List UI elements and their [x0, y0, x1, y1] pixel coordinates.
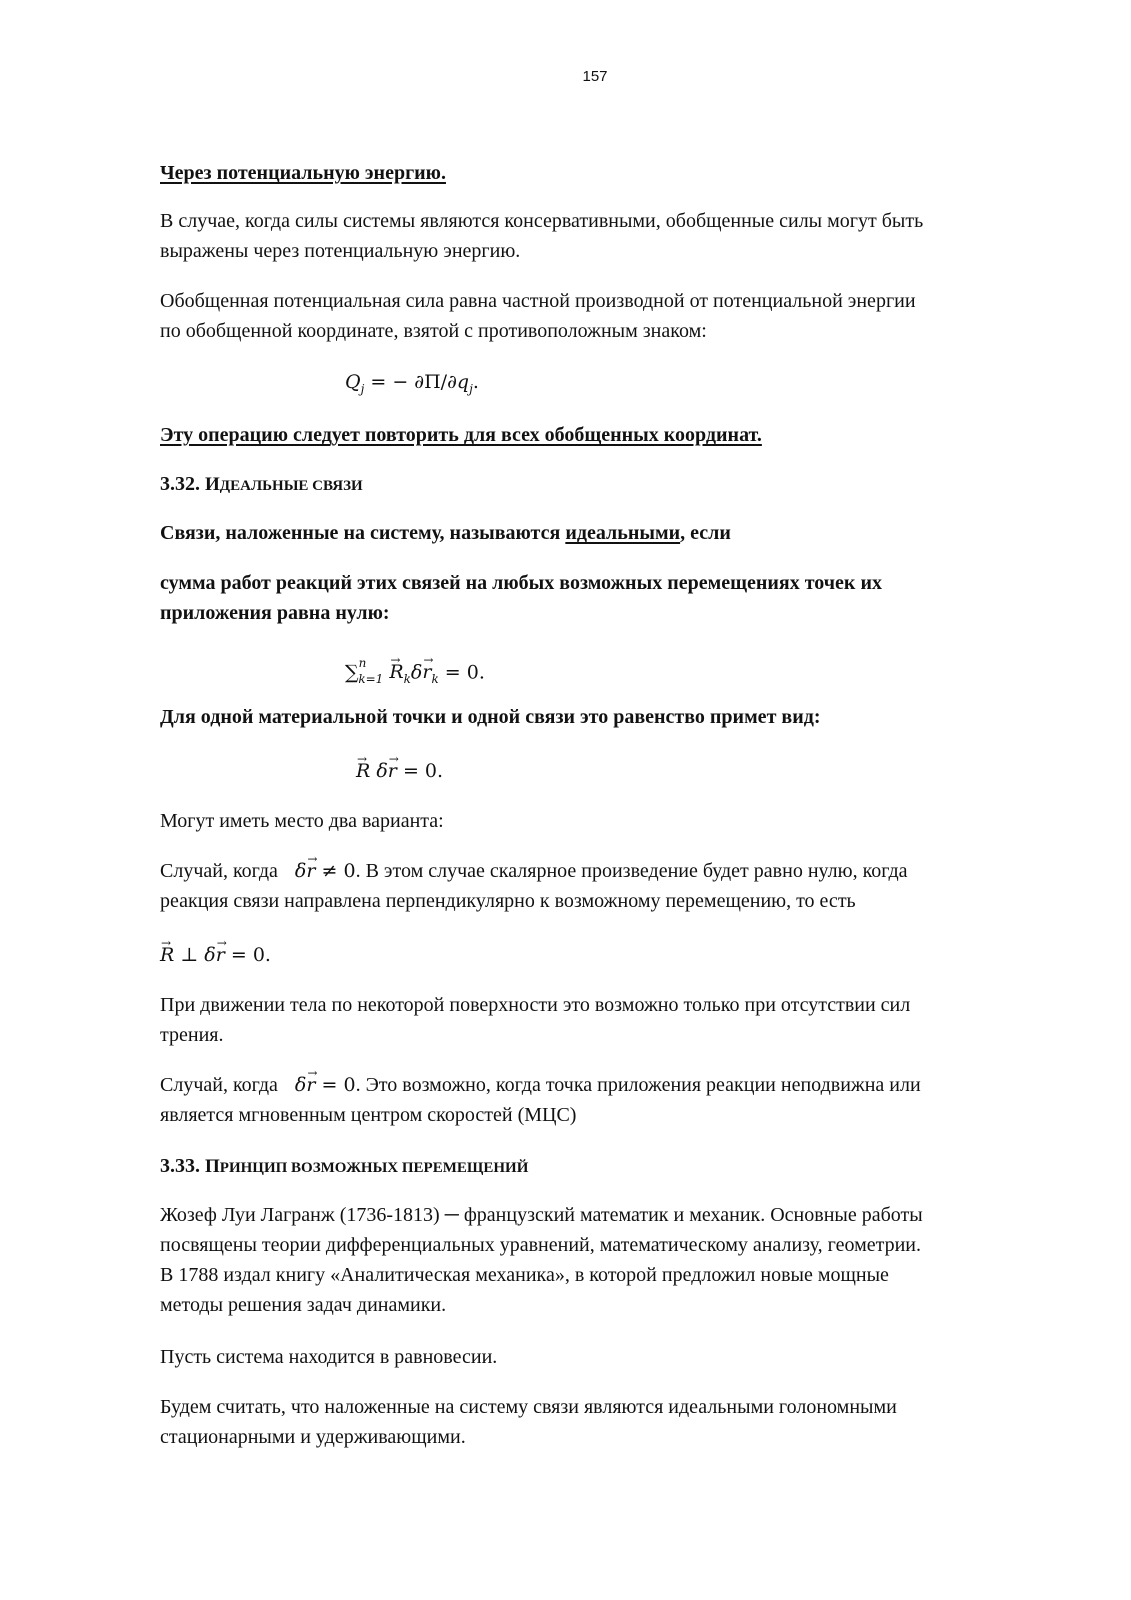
- section-number: 3.32.: [160, 473, 200, 495]
- formula-single-constraint: → R δ→ r = 0.: [356, 756, 443, 786]
- formula-perpendicular: → R ⊥ δ→ r = 0.: [160, 940, 271, 970]
- definition-keyword: идеальными: [565, 522, 681, 544]
- title-smallcaps: ДЕАЛЬНЫЕ СВЯЗИ: [219, 478, 363, 494]
- paragraph-line: Жозеф Луи Лагранж (1736-1813) ─ французский математик и механик. Основные работы: [160, 1204, 923, 1226]
- definition-line: [160, 518, 731, 548]
- case1-line: [160, 856, 908, 886]
- case1-text: . В этом случае скалярное произведение будет равно нулю, когда: [355, 860, 908, 882]
- paragraph-line: В 1788 издал книгу «Аналитическая механика», в которой предложил новые мощные: [160, 1264, 889, 1286]
- title-smallcaps: РИНЦИП ВОЗМОЖНЫХ ПЕРЕМЕЩЕНИЙ: [219, 1160, 529, 1176]
- title-initial: И: [205, 474, 220, 495]
- formula-work-sum: $\sum^n_{k=1} \to R_k\delta\to r_k = 0$.: [345, 652, 485, 694]
- formula-generalized-force: $Q_j$ = − $\partial П/\partial q_j$.: [345, 371, 479, 396]
- single-point-line: Для одной материальной точки и одной связи это равенство примет вид:: [160, 706, 821, 728]
- section-title-3-33: [160, 1151, 528, 1183]
- definition-line: сумма работ реакций этих связей на любых возможных перемещениях точек их: [160, 572, 882, 594]
- paragraph-line: В случае, когда силы системы являются консервативными, обобщенные силы могут быть: [160, 210, 924, 232]
- case2-line: [160, 1070, 921, 1100]
- definition-text-end: , если: [680, 522, 731, 544]
- section-title-3-32: [160, 469, 363, 501]
- case1-prefix: Случай, когда: [160, 860, 278, 882]
- case2-text: . Это возможно, когда точка приложения реакции неподвижна или: [355, 1074, 921, 1096]
- case2-prefix: Случай, когда: [160, 1074, 278, 1096]
- formula-case1: δ→ r ≠ 0: [295, 860, 356, 882]
- paragraph-line: реакция связи направлена перпендикулярно к возможному перемещению, то есть: [160, 890, 856, 912]
- variants-line: Могут иметь место два варианта:: [160, 810, 444, 832]
- paragraph-line: является мгновенным центром скоростей (МЦС): [160, 1104, 577, 1126]
- definition-text: Связи, наложенные на систему, называются: [160, 522, 566, 544]
- paragraph-line: При движении тела по некоторой поверхности это возможно только при отсутствии сил: [160, 994, 911, 1016]
- paragraph-line: Пусть система находится в равновесии.: [160, 1346, 498, 1368]
- formula-case2: δ→ r = 0: [295, 1074, 356, 1096]
- paragraph-line: методы решения задач динамики.: [160, 1294, 447, 1316]
- paragraph-line: трения.: [160, 1024, 224, 1046]
- paragraph-line: Будем считать, что наложенные на систему связи являются идеальными голономными: [160, 1396, 897, 1418]
- emphasis-repeat-note: Эту операцию следует повторить для всех обобщенных координат.: [160, 424, 762, 446]
- paragraph-line: Обобщенная потенциальная сила равна частной производной от потенциальной энергии: [160, 290, 916, 312]
- definition-line: приложения равна нулю:: [160, 602, 390, 624]
- page-number: 157: [582, 68, 608, 85]
- paragraph-line: выражены через потенциальную энергию.: [160, 240, 521, 262]
- paragraph-line: посвящены теории дифференциальных уравнений, математическому анализу, геометрии.: [160, 1234, 922, 1256]
- title-initial: П: [205, 1156, 220, 1177]
- section-number: 3.33.: [160, 1155, 200, 1177]
- paragraph-line: стационарными и удерживающими.: [160, 1426, 466, 1448]
- section-heading-potential: Через потенциальную энергию.: [160, 162, 446, 184]
- paragraph-line: по обобщенной координате, взятой с противоположным знаком:: [160, 320, 707, 342]
